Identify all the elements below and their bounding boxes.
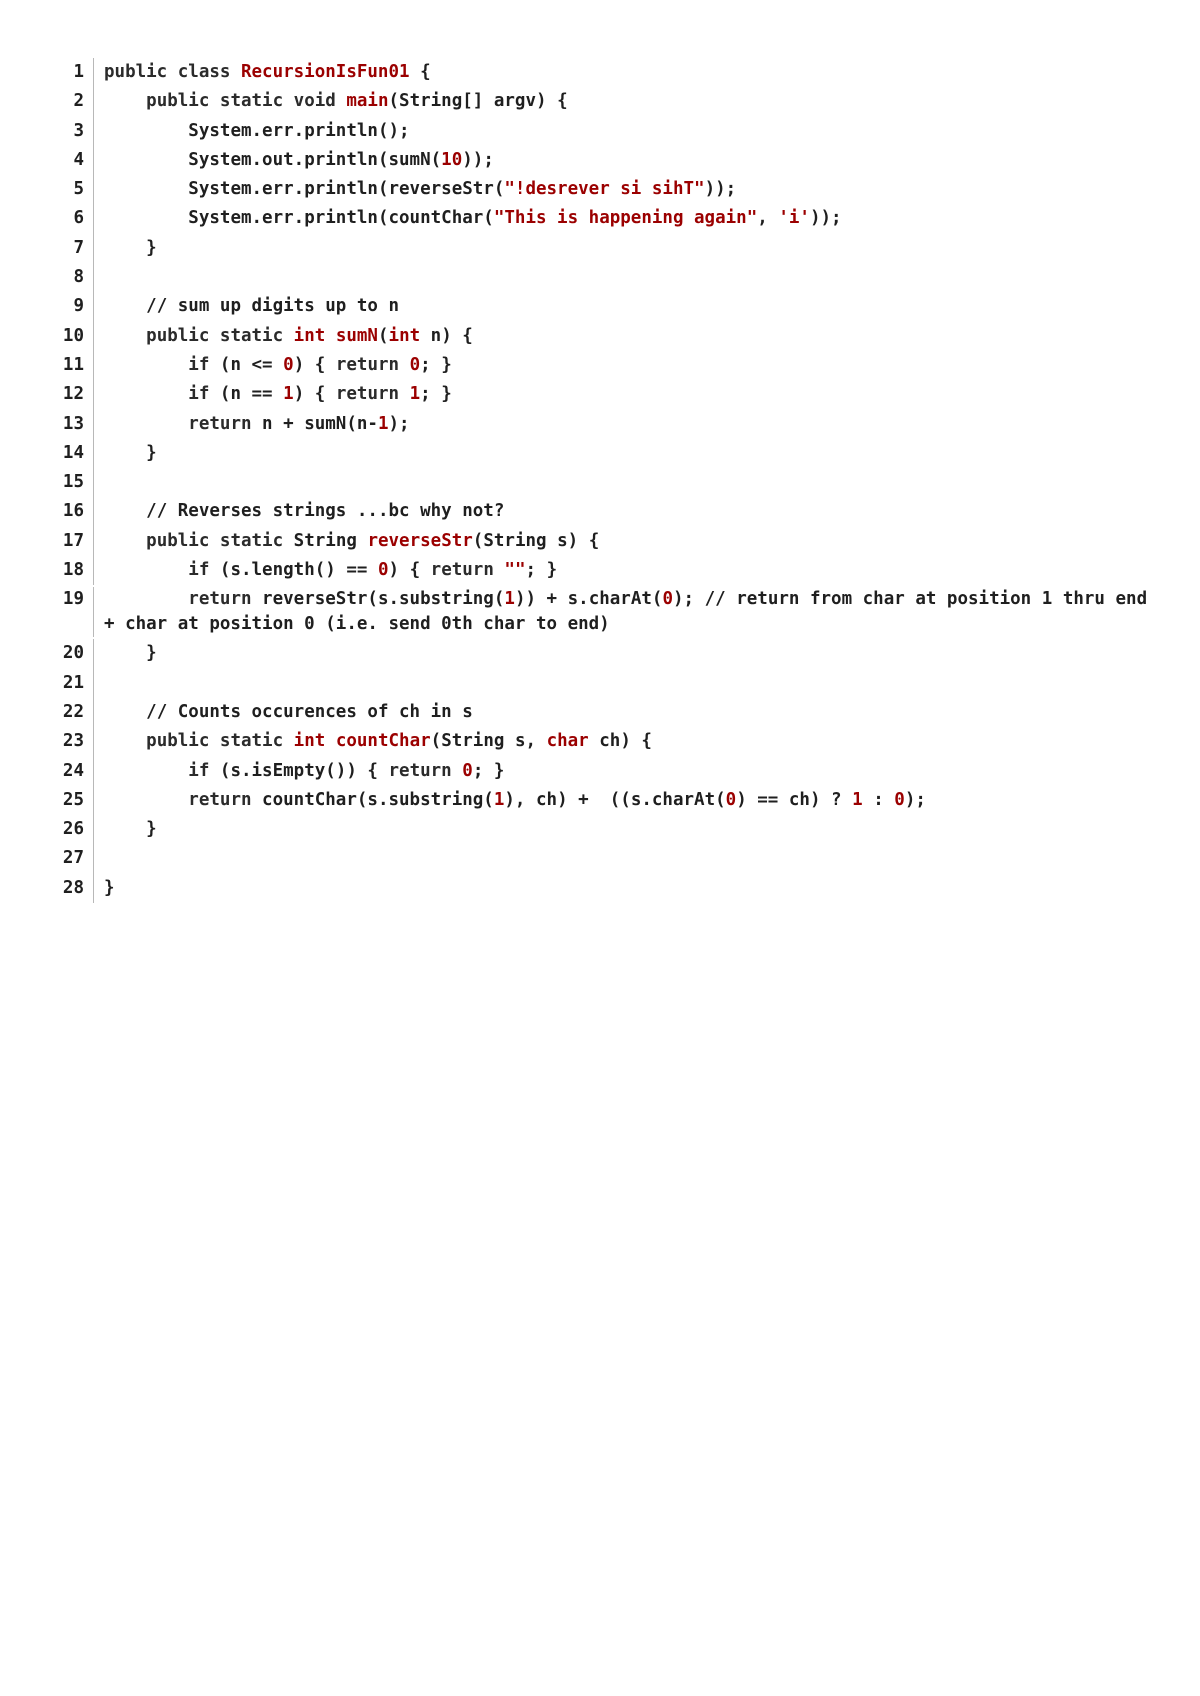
code-token: // Counts occurences of ch in s: [104, 701, 473, 722]
line-number: 9: [73, 296, 84, 317]
code-token: [104, 414, 188, 434]
line-number: 28: [62, 877, 84, 898]
line-source: [93, 587, 1164, 637]
code-token: main: [346, 91, 389, 112]
code-token: ));: [462, 149, 494, 170]
line-source: [93, 556, 1164, 585]
line-source: [93, 146, 1164, 175]
line-source: [93, 234, 1164, 263]
line-source: [93, 439, 1164, 468]
line-number: 8: [73, 267, 84, 288]
code-line: [44, 204, 1164, 233]
code-token: if: [188, 760, 210, 781]
line-source: [93, 468, 1164, 497]
code-token: return: [335, 354, 410, 375]
line-source: [93, 263, 1164, 292]
code-token: public static: [146, 530, 294, 551]
code-token: (String[] argv) {: [388, 91, 568, 112]
line-source: [93, 380, 1164, 409]
line-source: [93, 698, 1164, 727]
line-number: 13: [62, 413, 84, 434]
line-number: 10: [62, 325, 84, 346]
code-line: [44, 585, 1164, 639]
code-token: [104, 731, 146, 751]
code-line: [44, 468, 1164, 497]
code-token: 0: [462, 760, 473, 781]
code-token: // return from char at position 1 thru end + char at position 0 (i.e. send 0th char to end): [104, 589, 1158, 635]
code-token: int: [388, 325, 421, 346]
line-source: [93, 639, 1164, 668]
code-token: "": [504, 560, 526, 581]
code-token: :: [862, 789, 895, 810]
line-number: 1: [73, 62, 84, 82]
code-token: ), ch) + ((s.charAt(: [504, 789, 726, 810]
line-number: 21: [62, 672, 84, 693]
line-number: 2: [73, 91, 84, 112]
code-line: [44, 527, 1164, 556]
code-token: public static void: [146, 91, 347, 112]
code-token: // sum up digits up to n: [104, 296, 400, 317]
code-token: 0: [283, 354, 294, 375]
code-line: [44, 439, 1164, 468]
line-number: 26: [62, 819, 84, 840]
code-token: ch) {: [588, 731, 652, 752]
code-token: int: [293, 325, 336, 346]
code-token: (: [377, 325, 389, 346]
code-token: }: [104, 819, 157, 840]
code-token: 0: [894, 789, 905, 810]
code-token: (s.isEmpty()) {: [209, 760, 389, 781]
code-line: [44, 380, 1164, 409]
line-source: [93, 87, 1164, 116]
code-token: if: [188, 384, 210, 405]
code-token: countChar(s.substring(: [251, 789, 494, 810]
code-token: System.err.println(countChar(: [104, 208, 494, 229]
code-token: ; }: [420, 384, 452, 405]
code-token: );: [388, 413, 410, 434]
line-number: 5: [73, 179, 84, 200]
code-token: return: [430, 560, 505, 581]
code-token: 0: [662, 589, 673, 610]
code-token: 1: [493, 789, 505, 810]
code-token: return: [188, 789, 252, 810]
line-source: [93, 410, 1164, 439]
line-source: [93, 58, 1164, 87]
code-token: System.err.println();: [104, 120, 410, 141]
code-token: countChar: [335, 731, 431, 752]
line-source: [93, 175, 1164, 204]
line-number: 18: [62, 560, 84, 581]
code-line: [44, 58, 1164, 87]
line-source: [93, 322, 1164, 351]
code-token: if: [188, 354, 210, 375]
code-token: 1: [409, 384, 421, 405]
line-number: 19: [62, 589, 84, 610]
code-token: n) {: [420, 325, 473, 346]
code-token: 1: [852, 789, 863, 810]
line-number: 14: [62, 442, 84, 463]
code-line: [44, 639, 1164, 668]
code-line: [44, 322, 1164, 351]
code-token: 1: [283, 384, 294, 405]
code-token: ; }: [525, 560, 558, 581]
line-number: 4: [73, 149, 84, 170]
code-line: [44, 87, 1164, 116]
code-token: "This is happening again": [493, 208, 758, 229]
code-token: ; }: [420, 354, 452, 375]
line-source: [93, 351, 1164, 380]
code-token: [104, 761, 188, 781]
code-token: (String s) {: [472, 530, 600, 551]
code-token: [104, 326, 146, 346]
line-source: [93, 786, 1164, 815]
code-line: [44, 698, 1164, 727]
line-number: 22: [62, 701, 84, 722]
code-token: public static: [146, 325, 294, 346]
code-line: [44, 757, 1164, 786]
line-source: [93, 874, 1164, 903]
code-token: // Reverses strings ...bc why not?: [104, 501, 505, 522]
code-token: ,: [757, 208, 779, 229]
code-line: [44, 844, 1164, 873]
code-line: [44, 234, 1164, 263]
line-number: 11: [62, 354, 84, 375]
code-line: [44, 786, 1164, 815]
code-token: "!desrever si sihT": [504, 179, 705, 200]
code-token: [104, 531, 146, 551]
code-token: }: [104, 877, 115, 898]
code-token: return: [188, 413, 252, 434]
code-token: 'i': [778, 208, 810, 229]
code-token: ) {: [293, 384, 336, 405]
line-number: 7: [73, 237, 84, 258]
line-source: [93, 757, 1164, 786]
code-token: return: [388, 760, 463, 781]
code-token: RecursionIsFun01: [240, 62, 410, 82]
code-token: );: [673, 589, 705, 610]
code-token: ));: [809, 208, 842, 229]
line-source: [93, 497, 1164, 526]
code-listing: [44, 58, 1164, 903]
code-token: n + sumN(n-: [251, 413, 378, 434]
code-token: }: [104, 442, 157, 463]
code-token: 10: [441, 149, 463, 170]
code-token: 0: [377, 560, 389, 581]
code-token: return: [188, 589, 252, 610]
code-token: [104, 589, 188, 609]
code-token: 1: [504, 589, 515, 610]
code-token: ) {: [293, 354, 336, 375]
code-token: (String s,: [430, 731, 547, 752]
code-token: }: [104, 643, 157, 664]
code-token: sumN: [335, 325, 378, 346]
code-line: [44, 727, 1164, 756]
line-source: [93, 844, 1164, 873]
code-token: 0: [409, 354, 421, 375]
code-token: ) == ch) ?: [736, 789, 853, 810]
line-number: 16: [62, 501, 84, 522]
code-token: [104, 384, 188, 404]
code-token: (s.length() ==: [209, 560, 378, 581]
code-token: char: [546, 731, 589, 752]
code-token: int: [293, 731, 336, 752]
line-number: 15: [62, 472, 84, 493]
line-number: 27: [62, 848, 84, 869]
code-token: );: [904, 789, 926, 810]
code-token: if: [188, 560, 210, 581]
code-line: [44, 497, 1164, 526]
line-source: [93, 669, 1164, 698]
code-token: [104, 91, 146, 111]
code-line: [44, 556, 1164, 585]
line-number: 20: [62, 643, 84, 664]
code-token: )) + s.charAt(: [514, 589, 663, 610]
code-token: [104, 560, 188, 580]
code-token: String: [293, 530, 368, 551]
code-line: [44, 292, 1164, 321]
code-token: 1: [377, 413, 389, 434]
code-token: }: [104, 237, 157, 258]
code-token: return: [335, 384, 410, 405]
code-token: public static: [146, 731, 294, 752]
code-token: ));: [704, 179, 737, 200]
code-token: System.err.println(reverseStr(: [104, 179, 505, 200]
line-source: [93, 727, 1164, 756]
line-number: 25: [62, 789, 84, 810]
line-number: 12: [62, 384, 84, 405]
code-token: reverseStr(s.substring(: [251, 589, 505, 610]
line-source: [93, 204, 1164, 233]
code-token: (n <=: [209, 354, 284, 375]
code-token: [104, 790, 188, 810]
line-source: [93, 117, 1164, 146]
code-line: [44, 874, 1164, 903]
line-source: [93, 815, 1164, 844]
line-number: 23: [62, 731, 84, 752]
code-line: [44, 263, 1164, 292]
code-token: ; }: [472, 760, 505, 781]
code-token: System.out.println(sumN(: [104, 149, 442, 170]
code-line: [44, 410, 1164, 439]
code-line: [44, 117, 1164, 146]
line-source: [93, 527, 1164, 556]
line-number: 6: [73, 208, 84, 229]
code-token: [104, 355, 188, 375]
code-token: ) {: [388, 560, 431, 581]
code-token: {: [409, 62, 431, 82]
line-number: 3: [73, 120, 84, 141]
code-line: [44, 351, 1164, 380]
line-number: 17: [62, 530, 84, 551]
code-token: public class: [104, 62, 241, 82]
code-line: [44, 815, 1164, 844]
line-source: [93, 292, 1164, 321]
code-line: [44, 175, 1164, 204]
code-token: reverseStr: [367, 530, 473, 551]
code-line: [44, 146, 1164, 175]
code-token: (n ==: [209, 384, 284, 405]
code-line: [44, 669, 1164, 698]
code-token: 0: [725, 789, 737, 810]
line-number: 24: [62, 760, 84, 781]
